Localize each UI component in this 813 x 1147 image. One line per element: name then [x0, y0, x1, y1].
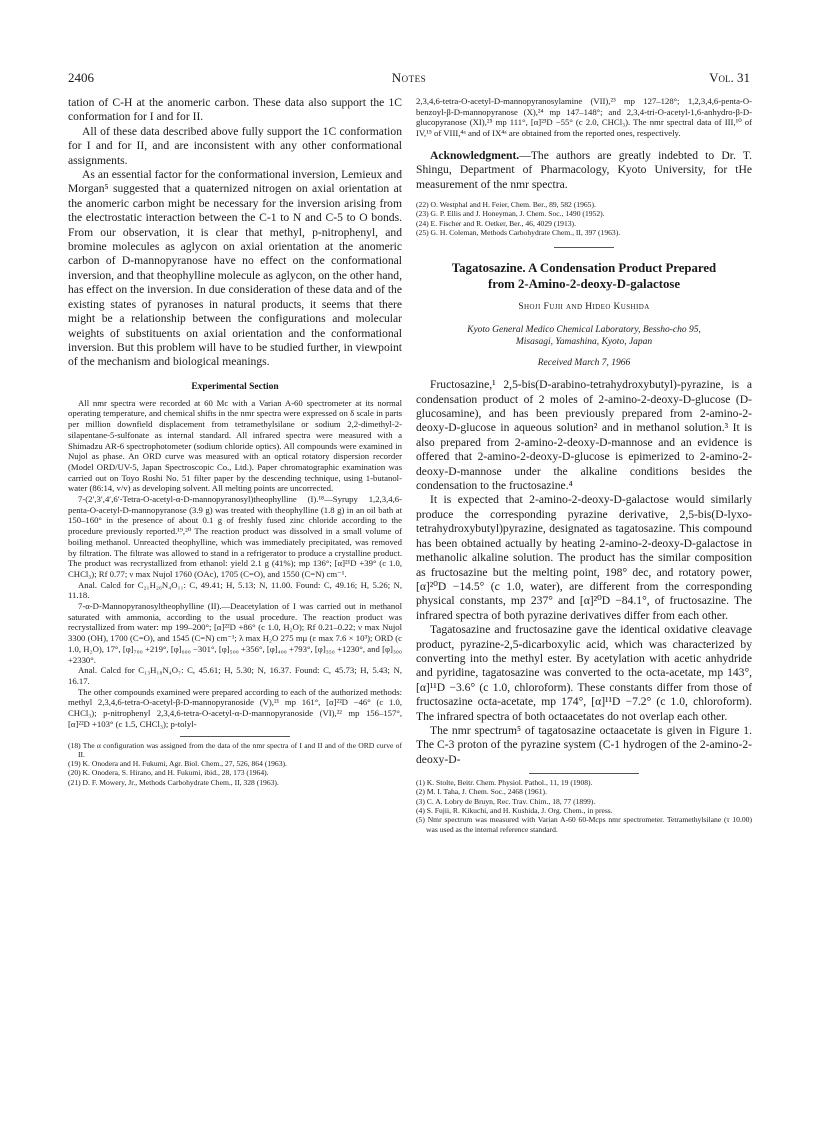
footnotes: [416, 778, 752, 834]
footnote-divider: [529, 773, 639, 774]
footnote: (19) K. Onodera and H. Fukumi, Agr. Biol. Chem., 27, 526, 864 (1963).: [68, 759, 287, 769]
right-column: [416, 96, 752, 834]
footnote: (18) The α configuration was assigned from the data of the nmr spectra of I and II and of the ORD curve of II.: [68, 740, 402, 759]
article-authors: Shoji Fujii and Hideo Kushida: [518, 302, 650, 313]
paragraph: 7-α-D-Mannopyranosyltheophylline (II).—Deacetylation of I was carried out in methanol saturated with ammonia, according to the usual procedure. The reaction product was recrystallized from water: mp 199–200°; [α]²²D +86° (c 1.0, H₂O); Rf 0.21–0.22; ν max Nujol 3300 (OH), 1700 (C=O), and 1545 (C=N) cm⁻¹; λ max H₂O 275 mμ (ε max 7.6 × 10³); ORD (c 1.0, H₂O), 17°, [φ]₇₀₀ +219°, [φ]₆₀₀ −301°, [φ]₅₀₀ +356°, [φ]₄₀₀ +793°, [φ]₃₅₀ +1230°, and [φ]₃₀₀ +2330°.: [68, 601, 402, 665]
paragraph: 2,3,4,6-tetra-O-acetyl-D-mannopyranosylamine (VII),²³ mp 127–128°; 1,2,3,4,6-penta-O-benzoyl-β-D-mannopyranose (X),²⁴ mp 147–148°; and 2,3,4-tri-O-acetyl-1,6-anhydro-β-D-glucopyranose (XI),²⁵ mp 111°, [α]²³D −55° (c 2.0, CHCl₃). The nmr spectral data of III,¹⁰ of IV,¹⁵ of VIII,⁴ᵃ and of IX⁴ᵃ are obtained from the reported ones, respectively.: [416, 96, 752, 139]
article-title: [416, 260, 752, 292]
paragraph: Anal. Calcd for C₁₃H₁₈N₄O₇: C, 45.61; H, 5.30; N, 16.37. Found: C, 45.73; H, 5.43; N, 16.17.: [68, 665, 402, 686]
page-number: 2406: [68, 70, 94, 85]
volume-label: Vol. 31: [709, 70, 750, 85]
footnote: (1) K. Stolte, Beitr. Chem. Physiol. Pathol., 11, 19 (1908).: [416, 778, 593, 788]
footnote: (5) Nmr spectrum was measured with Varian A-60 60-Mcps nmr spectrometer. Tetramethylsilane (τ 10.00) was used as the internal reference standard.: [416, 815, 752, 834]
footnote: (3) C. A. Lobry de Bruyn, Rec. Trav. Chim., 18, 77 (1899).: [416, 796, 596, 806]
acknowledgment: [416, 149, 752, 192]
article-divider: [554, 247, 614, 248]
footnote: (2) M. I. Taha, J. Chem. Soc., 2468 (1961).: [416, 787, 547, 797]
footnote: (4) S. Fujii, R. Kikuchi, and H. Kushida, J. Org. Chem., in press.: [416, 806, 613, 816]
paragraph: tation of C-H at the anomeric carbon. These data also support the 1C conformation for I and for II.: [68, 96, 402, 124]
paragraph: The nmr spectrum⁵ of tagatosazine octaacetate is given in Figure 1. The C-3 proton of the pyrazine system (C-1 hydrogen of the 2-amino-2-deoxy-D-: [416, 723, 752, 766]
paragraph: 7-(2′,3′,4′,6′-Tetra-O-acetyl-α-D-mannopyranosyl)theophylline (I).¹⁸—Syrupy 1,2,3,4,6-penta-O-acetyl-D-mannopyranose (3.9 g) was treated with theophylline (1.8 g) in an oil bath at 150–160° in the presence of about 0.1 g of freshly fused zinc chloride according to the procedure previously reported.¹⁹,²⁰ The reaction product was dissolved in a small volume of boiling methanol. Unreacted theophylline, which was immediately precipitated, was removed by filtration. The filtrate was allowed to stand in a refrigerator to produce a crystalline product. The product was recrystallized from ethanol: yield 2.1 g (41%); mp 136°; [α]²¹D +39° (c 1.0, CHCl₃); Rf 0.77; ν max Nujol 1760 (OAc), 1705 (C=O), and 1550 (C=N) cm⁻¹.: [68, 494, 402, 579]
affiliation-line: Misasagi, Yamashina, Kyoto, Japan: [515, 337, 653, 348]
paragraph: Fructosazine,¹ 2,5-bis(D-arabino-tetrahydroxybutyl)-pyrazine, is a condensation product of 2 moles of 2-amino-2-deoxy-D-glucose (D-glucosamine), and has been previously prepared from 2-amino-2-deoxy-D-glucose in aqueous solution² and in methanol solution.³ It is also prepared from 2-amino-2-deoxy-D-mannose and an evidence is offered that 2-amino-2-deoxy-D-glucose is epimerized to 2-amino-2-deoxy-D-mannose under the alkaline conditions besides the condensation to the fructosazine.⁴: [416, 378, 752, 493]
paragraph: All of these data described above fully support the 1C conformation for I and for II, and are inconsistent with any other conformational assignments.: [68, 124, 402, 167]
footnote: (20) K. Onodera, S. Hirano, and H. Fukumi, ibid., 28, 173 (1964).: [68, 768, 269, 778]
page-header: [68, 70, 750, 88]
footnotes: [416, 200, 752, 237]
running-section-title: Notes: [391, 70, 427, 85]
article-title-line: from 2-Amino-2-deoxy-D-galactose: [487, 277, 681, 292]
footnotes: [68, 741, 402, 787]
footnote: (25) G. H. Coleman, Methods Carbohydrate Chem., II, 397 (1963).: [416, 227, 621, 237]
paragraph: As an essential factor for the conformational inversion, Lemieux and Morgan⁵ suggested that a quaternized nitrogen on axial orientation at the anomeric carbon might be necessary for the inversion arising from the electrostatic interaction between the C-1 to N and C-5 to O bonds. From our observation, it is clear that methyl, p-nitrophenyl, and bromine molecules as aglycon on axial orientation at the anomeric carbon of D-mannopyranose have no effect on the conformational inversion, and that theophylline molecule as aglycon, on the other hand, has effect on the inversion. In due consideration of these data and of the existing states of pyranoses in natural products, it seems that there might be a relationship between the configurations and molecular weights of substituents on axial orientation and the conformational inversion. But this problem will have to be studied further, in viewpoint of the mechanism and biological meanings.: [68, 168, 402, 369]
article-affiliation: [416, 324, 752, 348]
footnote: (21) D. F. Mowery, Jr., Methods Carbohydrate Chem., II, 328 (1963).: [68, 777, 279, 787]
acknowledgment-label: Acknowledgment.: [430, 148, 520, 162]
paragraph: The other compounds examined were prepared according to each of the authorized methods: methyl 2,3,4,6-tetra-O-acetyl-β-D-mannopyranoside (V),²¹ mp 161°, [α]²²D −46° (c 1.0, CHCl₃); p-nitrophenyl 2,3,4,6-tetra-O-acetyl-α-D-mannopyranoside (VI),²² mp 156–157°, [α]²²D +103° (c 1.5, CHCl₃); p-tolyl-: [68, 686, 402, 729]
paragraph: Anal. Calcd for C₂₁H₂₆N₄O₁₁: C, 49.41; H, 5.13; N, 11.00. Found: C, 49.16; H, 5.26; N, 11.18.: [68, 579, 402, 601]
footnote: (22) O. Westphal and H. Feier, Chem. Ber., 89, 582 (1965).: [416, 200, 596, 210]
experimental-text: [68, 398, 402, 730]
footnote-divider: [180, 736, 290, 737]
discussion-text: [68, 96, 402, 370]
footnote: (24) E. Fischer and R. Oetker, Ber., 46, 4029 (1913).: [416, 218, 576, 228]
acknowledgment-text: —The authors are greatly indebted to Dr. T. Shingu, Department of Pharmacology, Kyoto University, for tHe measurement of the nmr spectra.: [416, 148, 752, 191]
article-title-line: Tagatosazine. A Condensation Product Prepared: [451, 261, 717, 276]
experimental-text-continued: [416, 96, 752, 139]
footnote: (23) G. P. Ellis and J. Honeyman, J. Chem. Soc., 1490 (1952).: [416, 209, 605, 219]
section-heading: Experimental Section: [191, 381, 279, 392]
article-body: [416, 378, 752, 767]
received-date: Received March 7, 1966: [537, 358, 631, 369]
left-column: [68, 96, 402, 787]
paragraph: All nmr spectra were recorded at 60 Mc with a Varian A-60 spectrometer at its normal operating temperature, and chemical shifts in the nmr spectra were expressed on δ scale in parts per million downfield displacement from tetramethylsilane or sodium 2,2-dimethyl-2-silapentane-5-sulfonate as internal standard. All infrared spectra were measured with a Shimadzu AR-6 spectrophotometer (sodium chloride optics). All compounds were examined in Nujol as phase. An ORD curve was measured with an optical rotatory dispersion recorder (Model ORD/UV-5, Japan Spectroscopic Co., Ltd.). Paper chromatographic examination was carried out on Toyo Roshi No. 51 filter paper by the descending technique, using 1-butanol-water (86:14, v/v) as developing solvent. All melting points are uncorrected.: [68, 397, 402, 494]
paragraph: Tagatosazine and fructosazine gave the identical oxidative cleavage product, pyrazine-2,5-dicarboxylic acid, which was characterized by converting into the methyl ester. By acetylation with acetic anhydride and pyridine, tagatosazine was converted to the octa-acetate, mp 143°, [α]¹¹D −3.6° (c 1.0, chloroform). These constants differ from those of fructosazine octa-acetate, mp 174°, [α]¹¹D −7.2° (c 1.0, chloroform). The infrared spectra of both octaacetates do not overlap each other.: [416, 623, 752, 723]
paragraph: It is expected that 2-amino-2-deoxy-D-galactose would similarly produce the corresponding pyrazine derivative, 2,5-bis(D-lyxo-tetrahydroxybutyl)pyrazine, designated as tagatosazine. This compound has been obtained actually by heating 2-amino-2-deoxy-D-galactose in methanolic alkaline solution. The product has the similar composition as fructosazine but the melting point, 198° dec, and rotatory power, [α]²⁰D −14.5° (c 1.0, water), are different from the corresponding physical constants, mp 237° and [α]²⁰D −84.1°, of fructosazine. The infrared spectra of both pyrazine derivatives differ from each other.: [416, 493, 752, 622]
affiliation-line: Kyoto General Medico Chemical Laboratory, Bessho-cho 95,: [467, 325, 701, 336]
